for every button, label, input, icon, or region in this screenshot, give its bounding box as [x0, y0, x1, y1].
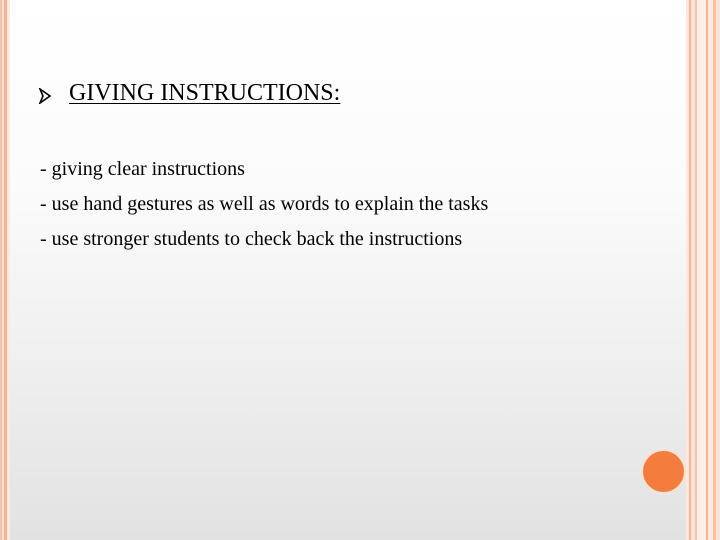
right-decorative-border [686, 0, 720, 540]
orange-circle-decoration [641, 449, 686, 494]
slide-body [40, 152, 488, 257]
body-line: - giving clear instructions [40, 158, 245, 180]
left-decorative-border [0, 0, 10, 540]
arrow-bullet-icon [38, 88, 52, 104]
body-line: - use hand gestures as well as words to explain the tasks [40, 193, 489, 215]
body-line: - use stronger students to check back the instructions [40, 228, 463, 250]
slide-heading: GIVING INSTRUCTIONS: [69, 80, 341, 106]
heading-row [38, 80, 340, 107]
